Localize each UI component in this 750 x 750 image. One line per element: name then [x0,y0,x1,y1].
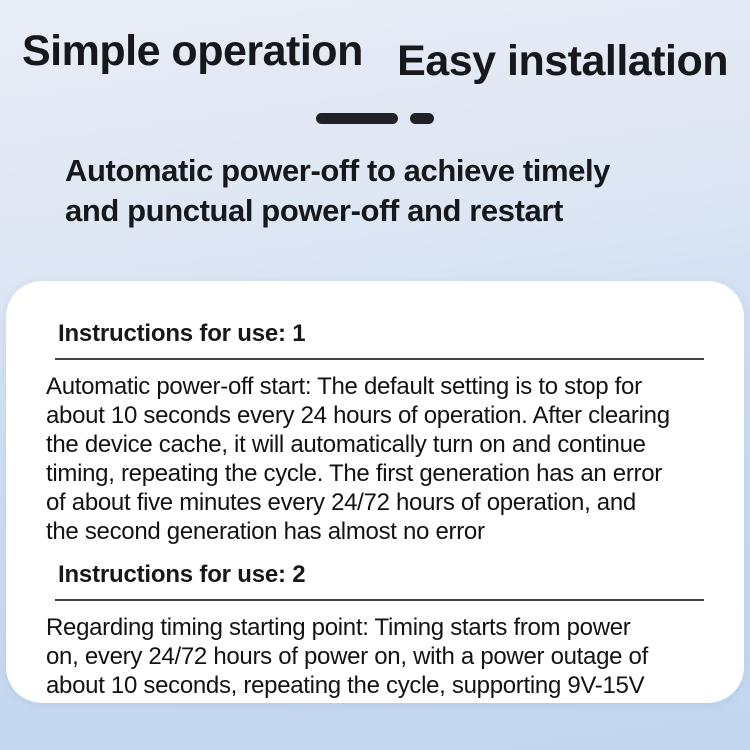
page-title-right: Easy installation [397,37,728,85]
body-line: the device cache, it will automatically turn on and continue [46,431,646,459]
page-title-left: Simple operation [22,27,363,75]
title-row [0,27,750,85]
heading-underline [55,599,704,601]
body-line: on, every 24/72 hours of power on, with a power outage of [46,643,648,671]
instructions-card [6,281,744,703]
divider-dash-icon [316,113,398,124]
instruction-section-2 [46,560,704,700]
body-line: the second generation has almost no error [46,518,485,546]
section-heading: Instructions for use: 2 [58,561,306,589]
body-line: about 10 seconds, repeating the cycle, supporting 9V-15V [46,672,645,700]
heading-underline [55,358,704,360]
body-line: about 10 seconds every 24 hours of operation. After clearing [46,402,670,430]
subtitle-line: and punctual power-off and restart [65,193,563,229]
page-header [0,0,750,231]
body-line: Regarding timing starting point: Timing starts from power [46,614,631,642]
body-line: Automatic power-off start: The default setting is to stop for [46,373,642,401]
divider-dot-icon [410,113,434,124]
decorative-divider [0,113,750,124]
page-subtitle [65,151,750,231]
instruction-section-1 [46,319,704,546]
section-body [46,372,704,546]
body-line: timing, repeating the cycle. The first generation has an error [46,460,662,488]
subtitle-line: Automatic power-off to achieve timely [65,153,611,189]
body-line: of about five minutes every 24/72 hours of operation, and [46,489,636,517]
section-body [46,613,704,700]
section-heading: Instructions for use: 1 [58,320,306,348]
